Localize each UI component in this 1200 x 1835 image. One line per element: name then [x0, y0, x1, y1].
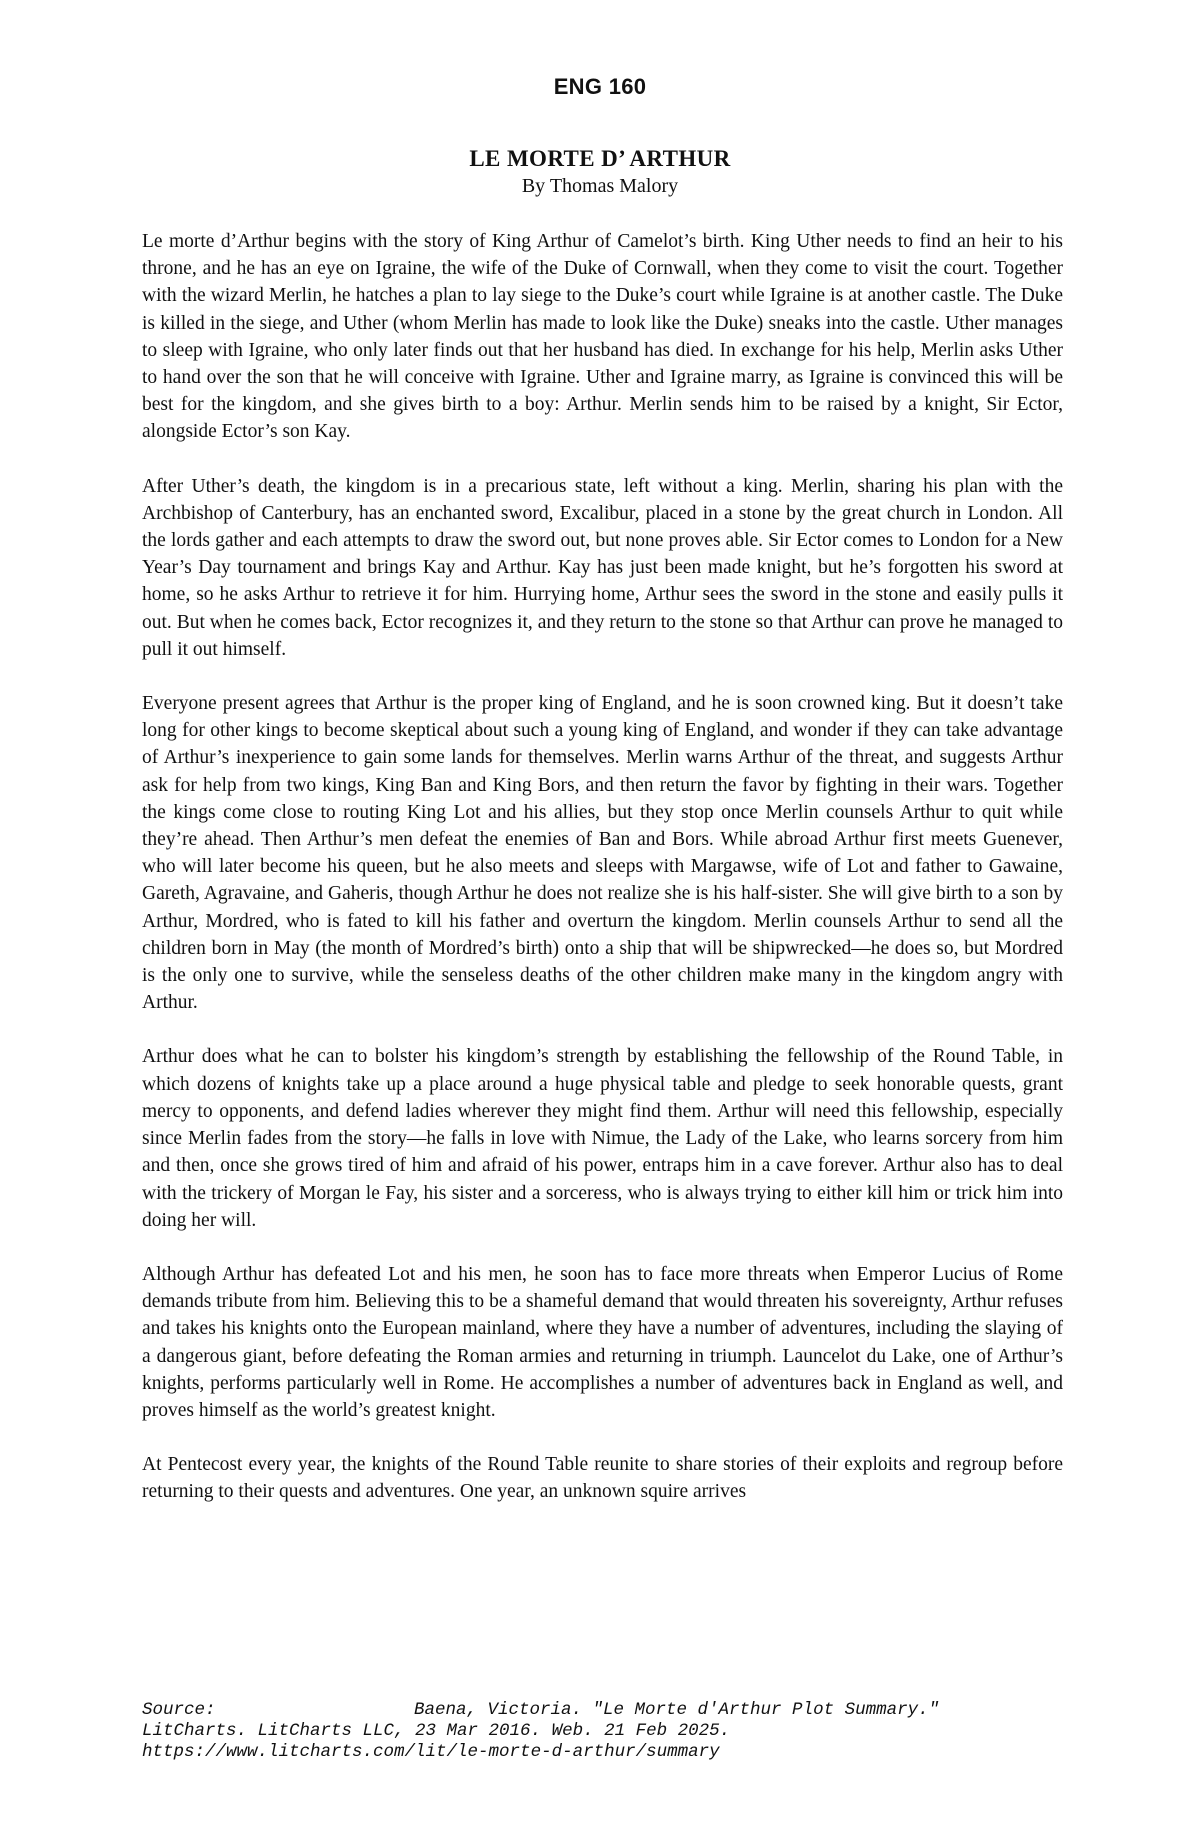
citation-author-title: Baena, Victoria. "Le Morte d'Arthur Plot Summary.": [414, 1700, 940, 1720]
citation-url: https://www.litcharts.com/lit/le-morte-d-arthur/summary: [142, 1742, 720, 1762]
source-label: Source:: [142, 1700, 216, 1720]
source-citation: [142, 1700, 1082, 1763]
citation-line-1: [142, 1700, 1082, 1721]
paragraph-sword-in-stone: After Uther’s death, the kingdom is in a precarious state, left without a king. Merlin, sharing his plan with the Archbishop of Canterbury, has an enchanted sword, Excalibur, placed in a stone by the great church in London. All the lords gather and each attempts to draw the sword out, but none proves able. Sir Ector comes to London for a New Year’s Day tournament and brings Kay and Arthur. Kay has just been made knight, but he’s forgotten his sword at home, so he asks Arthur to retrieve it for him. Hurrying home, Arthur sees the sword in the stone and easily pulls it out. But when he comes back, Ector recognizes it, and they return to the stone so that Arthur can prove he managed to pull it out himself.: [142, 475, 1063, 660]
paragraph-pentecost: At Pentecost every year, the knights of the Round Table reunite to share stories of their exploits and regroup before returning to their quests and adventures. One year, an unknown squire arrives: [142, 1454, 1063, 1503]
author-byline: By Thomas Malory: [521, 175, 679, 197]
summary-body: [142, 228, 1063, 1533]
paragraph-birth-of-arthur: Le morte d’Arthur begins with the story of King Arthur of Camelot’s birth. King Uther needs to find an heir to his throne, and he has an eye on Igraine, the wife of the Duke of Cornwall, when they come to visit the court. Together with the wizard Merlin, he hatches a plan to lay siege to the Duke’s court while Igraine is at another castle. The Duke is killed in the siege, and Uther (whom Merlin has made to look like the Duke) sneaks into the castle. Uther manages to sleep with Igraine, who only later finds out that her husband has died. In exchange for his help, Merlin asks Uther to hand over the son that he will conceive with Igraine. Uther and Igraine marry, as Igraine is convinced this will be best for the kingdom, and she gives birth to a boy: Arthur. Merlin sends him to be raised by a knight, Sir Ector, alongside Ector’s son Kay.: [142, 231, 1063, 443]
paragraph-round-table: Arthur does what he can to bolster his kingdom’s strength by establishing the fellowship of the Round Table, in which dozens of knights take up a place around a huge physical table and pledge to seek honorable quests, grant mercy to opponents, and defend ladies wherever they might find them. Arthur will need this fellowship, especially since Merlin fades from the story—he falls in love with Nimue, the Lady of the Lake, who learns sorcery from him and then, once she grows tired of him and afraid of his power, entraps him in a cave forever. Arthur also has to deal with the trickery of Morgan le Fay, his sister and a sorceress, who is always trying to either kill him or trick him into doing her will.: [142, 1046, 1063, 1231]
document-title: LE MORTE D’ ARTHUR: [469, 146, 731, 171]
paragraph-early-wars: Everyone present agrees that Arthur is the proper king of England, and he is soon crowned king. But it doesn’t take long for other kings to become skeptical about such a young king of England, and wonder if they can take advantage of Arthur’s inexperience to gain some lands for themselves. Merlin warns Arthur of the threat, and suggests Arthur ask for help from two kings, King Ban and King Bors, and then return the favor by fighting in their wars. Together the kings come close to routing King Lot and his allies, but they stop once Merlin counsels Arthur to quit while they’re ahead. Then Arthur’s men defeat the enemies of Ban and Bors. While abroad Arthur first meets Guenever, who will later become his queen, but he also meets and sleeps with Margawse, wife of Lot and father to Gawaine, Gareth, Agravaine, and Gaheris, though Arthur he does not realize she is his half-sister. She will give birth to a son by Arthur, Mordred, who is fated to kill his father and overturn the kingdom. Merlin counsels Arthur to send all the children born in May (the month of Mordred’s birth) onto a ship that will be shipwrecked—he does so, but Mordred is the only one to survive, while the senseless deaths of the other children make many in the kingdom angry with Arthur.: [142, 693, 1063, 1014]
citation-line-2: LitCharts. LitCharts LLC, 23 Mar 2016. Web. 21 Feb 2025.: [142, 1721, 731, 1741]
paragraph-rome-campaign: Although Arthur has defeated Lot and his men, he soon has to face more threats when Emperor Lucius of Rome demands tribute from him. Believing this to be a shameful demand that would threaten his sovereignty, Arthur refuses and takes his knights onto the European mainland, where they have a number of adventures, including the slaying of a dangerous giant, before defeating the Roman armies and returning in triumph. Launcelot du Lake, one of Arthur’s knights, performs particularly well in Rome. He accomplishes a number of adventures back in England as well, and proves himself as the world’s greatest knight.: [142, 1263, 1063, 1421]
course-code-heading: ENG 160: [553, 74, 647, 99]
